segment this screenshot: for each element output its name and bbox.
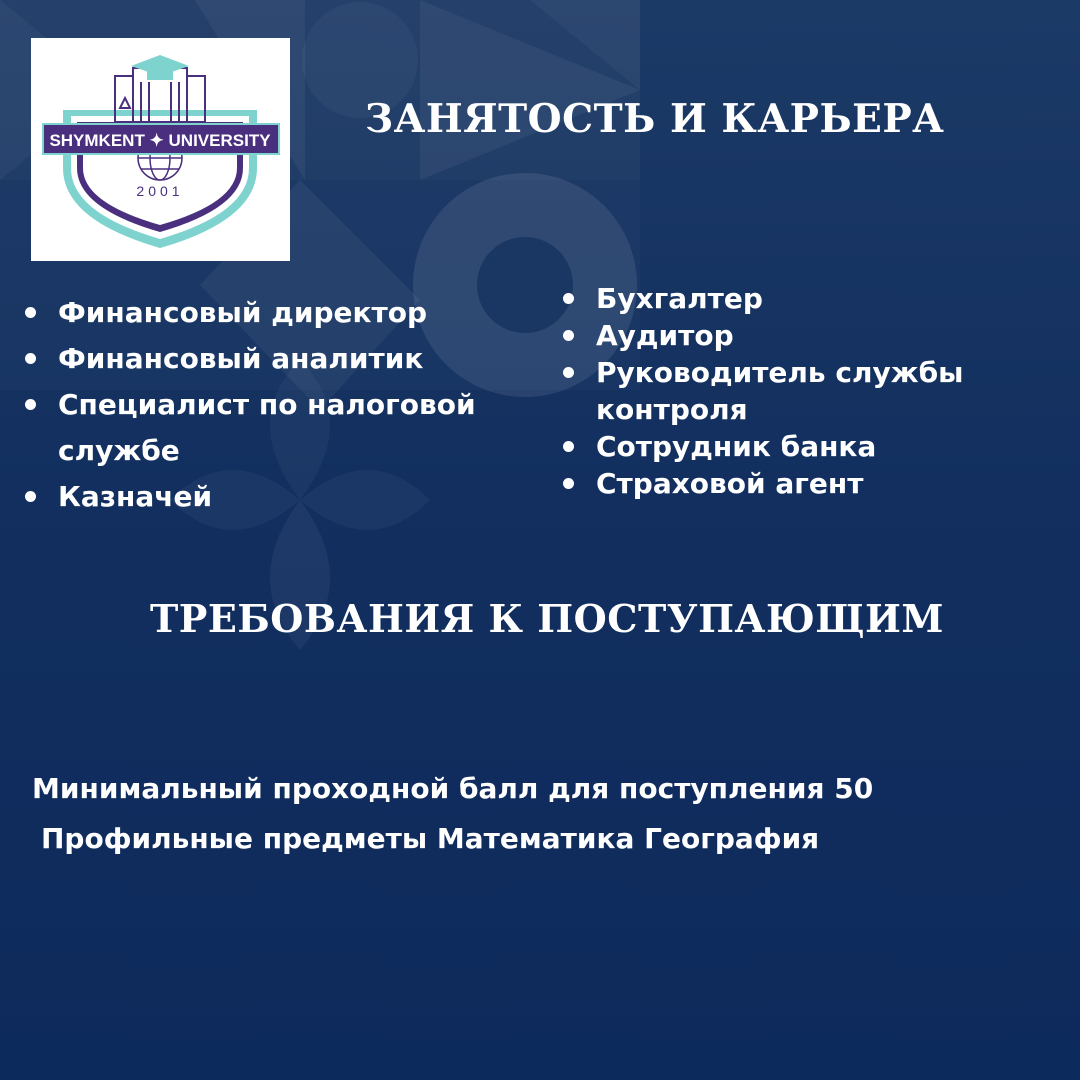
university-logo	[31, 38, 290, 261]
minimum-score-text: Минимальный проходной балл для поступления 50	[32, 772, 874, 805]
careers-list-left	[25, 290, 525, 520]
requirements-heading: ТРЕБОВАНИЯ К ПОСТУПАЮЩИМ	[150, 596, 944, 641]
list-item: Финансовый аналитик	[25, 336, 525, 382]
careers-heading: ЗАНЯТОСТЬ И КАРЬЕРА	[365, 96, 945, 142]
list-item: Специалист по налоговой службе	[25, 382, 525, 474]
list-item: Казначей	[25, 474, 525, 520]
careers-list-right	[563, 280, 1063, 502]
list-item: Руководитель службы контроля	[563, 354, 1063, 428]
list-item: Страховой агент	[563, 465, 1063, 502]
list-item: Бухгалтер	[563, 280, 1063, 317]
founding-year: 2001	[136, 183, 184, 199]
list-item: Аудитор	[563, 317, 1063, 354]
profile-subjects-text: Профильные предметы Математика География	[41, 822, 820, 855]
list-item: Сотрудник банка	[563, 428, 1063, 465]
list-item: Финансовый директор	[25, 290, 525, 336]
university-name: SHYMKENT ✦ UNIVERSITY	[49, 131, 271, 150]
university-crest	[31, 38, 290, 261]
